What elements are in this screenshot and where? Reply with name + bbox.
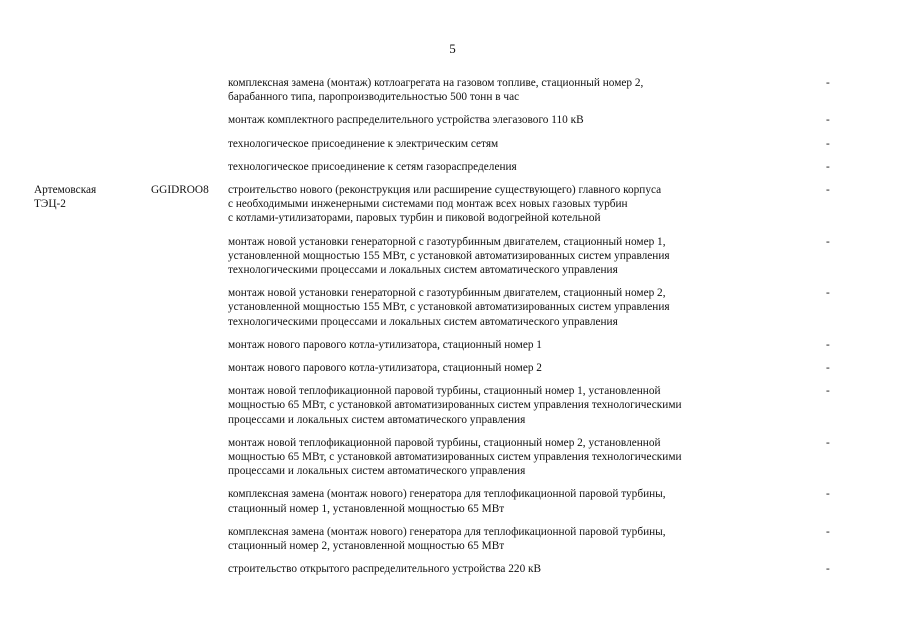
table-row [0,522,905,559]
measure-description-line: монтаж нового парового котла-утилизатора, стационный номер 1 [228,338,542,351]
measure-description-line: с котлами-утилизаторами, паровых турбин и пиковой водогрейной котельной [228,212,601,225]
measure-description-line: комплексная замена (монтаж нового) генератора для теплофикационной паровой турбины, [228,488,666,501]
value-dash-cell: - [826,184,830,197]
value-dash-cell: - [826,563,830,576]
measure-description-cell [228,335,788,358]
measure-description-cell [228,358,788,381]
measure-description-line: установленной мощностью 155 МВт, с установкой автоматизированных систем управления [228,249,670,262]
measure-description-line: технологическими процессами и локальных систем автоматического управления [228,264,618,277]
plant-name-line: ТЭЦ-2 [34,198,66,211]
measure-description-line: монтаж комплектного распределительного устройства элегазового 110 кВ [228,114,584,127]
measure-description-cell [228,433,788,485]
table-row [0,484,905,521]
table-row [0,157,905,180]
table-row [0,335,905,358]
measure-description-line: технологическое присоединение к сетям газораспределения [228,160,517,173]
table-row [0,73,905,110]
table-row [0,381,905,433]
measure-description-line: монтаж новой теплофикационной паровой турбины, стационный номер 2, установленной [228,436,661,449]
measure-description-cell [228,522,788,559]
value-dash-cell: - [826,436,830,449]
measure-description-line: технологическими процессами и локальных систем автоматического управления [228,315,618,328]
page-number: 5 [449,41,456,56]
measure-description-cell [228,283,788,335]
measure-description-line: комплексная замена (монтаж нового) генератора для теплофикационной паровой турбины, [228,525,666,538]
value-dash-cell: - [826,77,830,89]
measure-description-line: мощностью 65 МВт, с установкой автоматизированных систем управления технологическими [228,451,682,464]
measure-description-cell [228,73,788,110]
plant-name-line: Артемовская [34,184,97,197]
table-row [0,283,905,335]
value-dash-cell: - [826,287,830,300]
measure-description-cell [228,559,788,582]
value-dash-cell: - [826,338,830,351]
measure-description-cell [228,232,788,284]
measure-description-line: мощностью 65 МВт, с установкой автоматизированных систем управления технологическими [228,399,682,412]
value-dash-cell: - [826,235,830,248]
measure-description-cell [228,180,788,232]
measure-description-line: строительство открытого распределительного устройства 220 кВ [228,563,542,576]
object-code-cell: GGIDROO8 [151,184,209,197]
table-row [0,134,905,157]
table-row [0,358,905,381]
measure-description-cell [228,134,788,157]
measure-description-line: стационный номер 2, установленной мощностью 65 МВт [228,540,505,553]
measure-description-line: процессами и локальных систем автоматического управления [228,465,526,478]
measure-description-line: монтаж нового парового котла-утилизатора, стационный номер 2 [228,362,542,375]
value-dash-cell: - [826,362,830,375]
measure-description-cell [228,110,788,133]
value-dash-cell: - [826,488,830,501]
measure-description-line: процессами и локальных систем автоматического управления [228,413,526,426]
plant-name-cell [34,183,144,211]
value-dash-cell: - [826,160,830,173]
measure-description-cell [228,381,788,433]
table-row [0,232,905,284]
table-row [0,559,905,582]
value-dash-cell: - [826,114,830,127]
measures-table [0,73,905,582]
measure-description-line: технологическое присоединение к электрическим сетям [228,137,499,150]
table-row [0,180,905,232]
measure-description-line: строительство нового (реконструкция или расширение существующего) главного корпуса [228,184,662,197]
measure-description-cell [228,484,788,521]
measure-description-line: стационный номер 1, установленной мощностью 65 МВт [228,502,505,515]
measure-description-line: монтаж новой установки генераторной с газотурбинным двигателем, стационный номер 1, [228,235,666,248]
value-dash-cell: - [826,137,830,150]
measure-description-line: комплексная замена (монтаж) котлоагрегата на газовом топливе, стационный номер 2, [228,77,644,89]
measure-description-cell [228,157,788,180]
measure-description-line: монтаж новой теплофикационной паровой турбины, стационный номер 1, установленной [228,385,661,398]
table-row [0,433,905,485]
measure-description-line: барабанного типа, паропроизводительностью 500 тонн в час [228,91,520,104]
value-dash-cell: - [826,525,830,538]
table-row [0,110,905,133]
measure-description-line: монтаж новой установки генераторной с газотурбинным двигателем, стационный номер 2, [228,287,666,300]
value-dash-cell: - [826,385,830,398]
measure-description-line: с необходимыми инженерными системами под монтаж всех новых газовых турбин [228,198,628,211]
measure-description-line: установленной мощностью 155 МВт, с установкой автоматизированных систем управления [228,301,670,314]
